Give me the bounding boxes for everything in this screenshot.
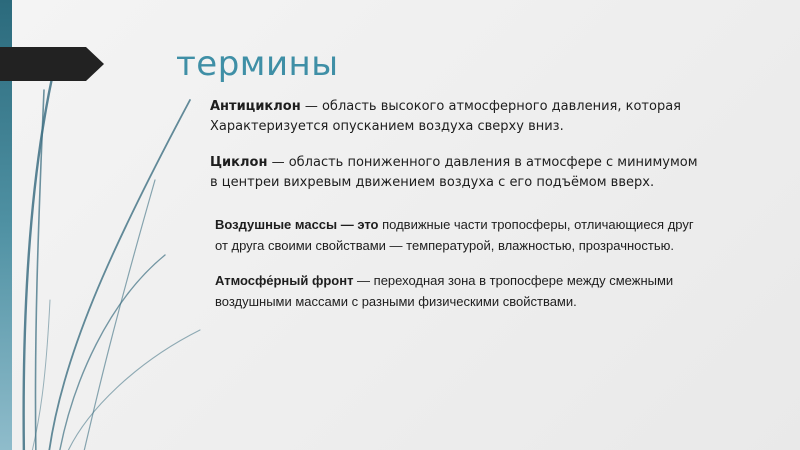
- definition-cyclone: [210, 153, 770, 193]
- definition-anticyclone: [210, 97, 770, 137]
- definition-text: — область пониженного давления в атмосфере с минимумом в центреи вихревым движением воздуха с его подъёмом вверх.: [210, 155, 698, 190]
- slide-title: термины: [176, 44, 339, 84]
- definition-atmospheric-front: [215, 270, 775, 312]
- term-anticyclone: Антициклон: [210, 99, 301, 114]
- decorative-curve: [64, 330, 200, 450]
- term-atmospheric-front: Атмосфе́рный фронт: [215, 273, 354, 288]
- term-cyclone: Циклон: [210, 155, 268, 170]
- decorative-curve: [24, 60, 56, 450]
- definition-air-masses: [215, 214, 775, 256]
- definition-text: подвижные части тропосферы, отличающиеся друг от друга своими свойствами — температурой, влажностью, прозрачностью.: [215, 217, 694, 253]
- decorative-curve: [82, 180, 155, 450]
- term-air-masses: Воздушные массы — это: [215, 217, 379, 232]
- definition-text: — область высокого атмосферного давления, которая Характеризуется опусканием воздуха сверху вниз.: [210, 99, 681, 134]
- decorative-curve: [30, 300, 50, 450]
- definition-text: — переходная зона в тропосфере между смежными воздушными массами с разными физическими свойствами.: [215, 273, 674, 309]
- title-banner: [0, 47, 104, 81]
- decorative-curve: [48, 100, 190, 450]
